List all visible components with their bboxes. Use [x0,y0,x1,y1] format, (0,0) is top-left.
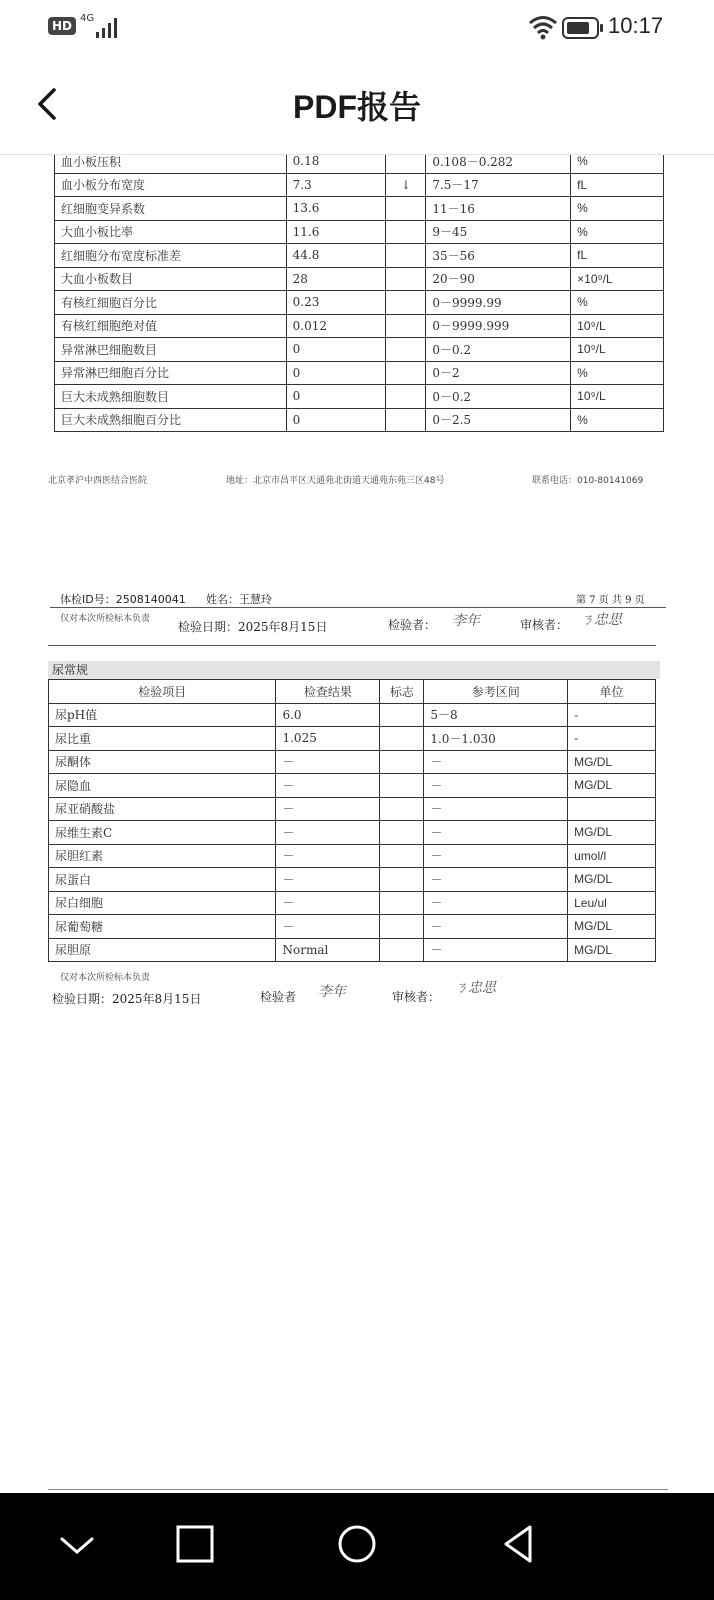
test-date: 检验日期：2025年8月15日 [52,992,202,1006]
table-row [55,314,664,338]
blood-test-table [54,155,664,432]
disclaimer-note: 仅对本次所检标本负责 [60,973,151,983]
table-row [49,844,656,868]
cell-name: 血小板分布宽度 [55,173,287,197]
table-row [49,868,656,892]
col-header-item: 检验项目 [49,680,276,704]
cell-unit: % [571,291,664,315]
col-header-flag: 标志 [380,680,424,704]
table-row [49,774,656,798]
cell-name: 尿比重 [49,727,276,751]
cell-result: － [276,774,380,798]
cell-name: 尿胆原 [49,938,276,962]
table-row [49,703,656,727]
table-row [49,821,656,845]
cell-unit: % [571,220,664,244]
cell-flag [380,727,424,751]
cell-unit: fL [571,173,664,197]
patient-name: 姓名：王慧玲 [206,593,272,606]
table-row [55,244,664,268]
cell-name: 红细胞分布宽度标准差 [55,244,287,268]
cell-range: 1.0－1.030 [424,727,568,751]
cell-unit: MG/DL [568,938,656,962]
cell-result: － [276,797,380,821]
table-row [49,797,656,821]
divider [50,607,666,608]
cell-range: － [424,774,568,798]
table-row [55,385,664,409]
cell-unit: - [568,703,656,727]
cell-range: 0.108－0.282 [426,155,571,173]
cell-name: 大血小板数目 [55,267,287,291]
divider [48,645,656,646]
tester-signature: 李年 [452,613,480,629]
battery-icon [562,17,604,39]
cell-result: 28 [286,267,386,291]
tester-signature: 李年 [318,984,346,1000]
cell-flag: ↓ [386,173,426,197]
cell-range: － [424,844,568,868]
cell-unit: MG/DL [568,868,656,892]
cell-unit [568,797,656,821]
cell-unit: MG/DL [568,821,656,845]
reviewer-signature: ㄋ忠思 [454,980,496,996]
cell-result: 7.3 [286,173,386,197]
cell-name: 红细胞变异系数 [55,197,287,221]
cell-flag [386,361,426,385]
table-row [49,750,656,774]
cell-unit: - [568,727,656,751]
cellular-signal-icon [80,10,122,42]
cell-unit: Leu/ul [568,891,656,915]
cell-result: 6.0 [276,703,380,727]
cell-flag [380,938,424,962]
footer-hospital: 北京孝沪中西医结合医院 [48,476,148,486]
cell-unit: 10⁹/L [571,385,664,409]
network-type-label: 4G [80,13,95,24]
footer-phone: 联系电话：010-80141069 [532,476,644,486]
table-row [55,197,664,221]
cell-flag [386,291,426,315]
cell-flag [386,267,426,291]
urinalysis-table [48,679,656,962]
cell-flag [386,197,426,221]
cell-flag [386,244,426,268]
nav-home-circle-icon [332,1519,382,1569]
section-title: 尿常规 [48,661,660,679]
cell-result: － [276,891,380,915]
cell-range: 5－8 [424,703,568,727]
cell-result: － [276,915,380,939]
home-button[interactable] [332,1519,382,1569]
cell-flag [386,220,426,244]
cell-flag [380,891,424,915]
cell-unit: % [571,197,664,221]
cell-result: 44.8 [286,244,386,268]
cell-unit: umol/l [568,844,656,868]
cell-result: 1.025 [276,727,380,751]
cell-range: － [424,797,568,821]
cell-name: 尿蛋白 [49,868,276,892]
cell-unit: % [571,155,664,173]
cell-result: － [276,821,380,845]
table-row [55,291,664,315]
test-date: 检验日期：2025年8月15日 [178,620,328,634]
disclaimer-note: 仅对本次所检标本负责 [60,614,151,624]
system-navigation-bar [0,1493,714,1600]
table-row [49,915,656,939]
pdf-viewer[interactable] [0,155,714,1493]
clock: 10:17 [608,13,664,38]
cell-unit: 10⁹/L [571,314,664,338]
table-row [49,727,656,751]
nav-collapse-chevron-icon [52,1519,102,1569]
cell-result: 0.012 [286,314,386,338]
col-header-range: 参考区间 [424,680,568,704]
cell-flag [380,703,424,727]
table-row [55,220,664,244]
wifi-icon [528,14,558,40]
cell-name: 尿维生素C [49,821,276,845]
cell-flag [380,797,424,821]
cell-result: 0 [286,361,386,385]
table-row [55,408,664,432]
cell-result: － [276,844,380,868]
cell-unit: MG/DL [568,774,656,798]
cell-flag [386,314,426,338]
cell-name: 大血小板比率 [55,220,287,244]
back-nav-button[interactable] [494,1519,544,1569]
cell-name: 尿胆红素 [49,844,276,868]
cell-unit: % [571,408,664,432]
cell-result: 13.6 [286,197,386,221]
cell-range: － [424,938,568,962]
cell-name: 有核红细胞百分比 [55,291,287,315]
cell-flag [380,821,424,845]
cell-name: 巨大未成熟细胞百分比 [55,408,287,432]
cell-unit: MG/DL [568,915,656,939]
table-row [55,173,664,197]
cell-flag [380,750,424,774]
cell-flag [380,774,424,798]
cell-range: 9－45 [426,220,571,244]
cell-range: 20－90 [426,267,571,291]
cell-result: － [276,750,380,774]
cell-flag [380,868,424,892]
cell-name: 尿隐血 [49,774,276,798]
cell-result: 0.23 [286,291,386,315]
table-row [49,891,656,915]
page-number: 第 7 页 共 9 页 [576,595,645,606]
hd-badge: HD [48,17,76,35]
collapse-button[interactable] [52,1519,102,1569]
cell-name: 异常淋巴细胞百分比 [55,361,287,385]
tester-label: 检验者： [388,618,437,632]
reviewer-label: 审核者： [520,618,569,632]
exam-id: 体检ID号：2508140041 [60,593,186,606]
table-row [49,938,656,962]
cell-range: 0－9999.999 [426,314,571,338]
nav-back-triangle-icon [494,1519,544,1569]
cell-name: 尿pH值 [49,703,276,727]
table-row [55,361,664,385]
cell-name: 异常淋巴细胞数目 [55,338,287,362]
cell-range: － [424,915,568,939]
cell-name: 尿酮体 [49,750,276,774]
reviewer-label: 审核者： [392,990,441,1004]
col-header-unit: 单位 [568,680,656,704]
cell-range: 0－2.5 [426,408,571,432]
cell-flag [386,385,426,409]
cell-name: 尿白细胞 [49,891,276,915]
cell-range: － [424,750,568,774]
cell-flag [386,408,426,432]
footer-address: 地址：北京市昌平区天通苑北街道天通苑东苑三区48号 [226,476,445,486]
cell-range: 0－0.2 [426,385,571,409]
cell-range: 0－2 [426,361,571,385]
nav-recents-square-icon [170,1519,220,1569]
recents-button[interactable] [170,1519,220,1569]
cell-result: 0 [286,338,386,362]
cell-unit: fL [571,244,664,268]
cell-range: － [424,868,568,892]
page-footer-divider [48,1489,668,1490]
cell-flag [386,155,426,173]
cell-flag [386,338,426,362]
cell-result: 0 [286,408,386,432]
cell-name: 尿葡萄糖 [49,915,276,939]
cell-result: 0.18 [286,155,386,173]
cell-range: 0－0.2 [426,338,571,362]
status-bar [0,0,714,56]
cell-range: － [424,821,568,845]
page-title: PDF报告 [292,89,421,125]
cell-unit: ×10⁹/L [571,267,664,291]
cell-range: 7.5－17 [426,173,571,197]
cell-unit: 10⁹/L [571,338,664,362]
cell-name: 有核红细胞绝对值 [55,314,287,338]
cell-result: 0 [286,385,386,409]
table-row [55,338,664,362]
cell-flag [380,844,424,868]
table-row [55,267,664,291]
cell-result: 11.6 [286,220,386,244]
cell-unit: MG/DL [568,750,656,774]
table-row [55,155,664,173]
app-header [0,56,714,155]
cell-range: 35－56 [426,244,571,268]
cell-result: Normal [276,938,380,962]
col-header-result: 检查结果 [276,680,380,704]
cell-range: 11－16 [426,197,571,221]
cell-name: 巨大未成熟细胞数目 [55,385,287,409]
tester-label: 检验者 [260,990,297,1004]
cell-range: － [424,891,568,915]
reviewer-signature: ㄋ忠思 [580,612,622,628]
cell-range: 0－9999.99 [426,291,571,315]
cell-name: 血小板压积 [55,155,287,173]
cell-name: 尿亚硝酸盐 [49,797,276,821]
cell-unit: % [571,361,664,385]
cell-flag [380,915,424,939]
cell-result: － [276,868,380,892]
